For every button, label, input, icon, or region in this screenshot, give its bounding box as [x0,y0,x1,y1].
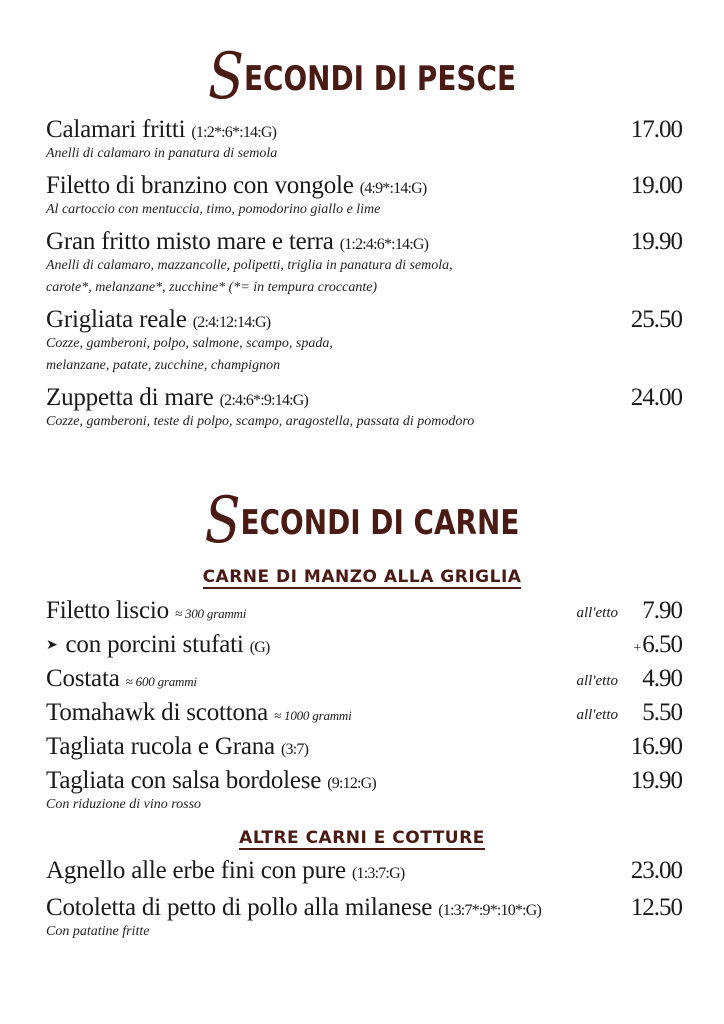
item-weight: ≈ 600 grammi [125,674,197,689]
item-name: Grigliata reale [46,306,187,333]
subsection-title-manzo: CARNE DI MANZO ALLA GRIGLIA [202,567,522,587]
item-allergens: (1:3:7*:9*:10*:G) [438,902,542,919]
item-price: 19.90 [630,228,682,255]
item-allergens: (2:4:6*:9:14:G) [219,392,309,409]
item-price: 17.00 [630,116,682,143]
item-price: 24.00 [630,384,682,411]
subsection-title-altre: ALTRE CARNI E COTTURE [239,828,485,848]
menu-item [46,384,682,433]
item-allergens: (9:12:G) [327,775,376,792]
item-name: Calamari fritti [46,116,186,143]
menu-item [46,733,682,763]
menu-item [46,857,682,887]
item-description: Anelli di calamaro, mazzancolle, polipetti, triglia in panatura di semola, [46,258,453,273]
menu-item [46,665,682,695]
item-name: Cotoletta di petto di pollo alla milanese [46,894,433,921]
item-price: 25.50 [630,306,682,333]
item-name: Agnello alle erbe fini con pure [46,857,346,884]
item-description: Con riduzione di vino rosso [46,797,202,812]
item-description: Con patatine fritte [46,924,150,939]
item-description: Cozze, gamberoni, polpo, salmone, scampo, spada, [46,336,333,351]
menu-item [46,699,682,729]
item-price: 4.90 [642,665,682,692]
item-allergens: (2:4:12:14:G) [192,314,271,331]
item-price: 6.50 [642,631,682,658]
item-price: 19.90 [630,767,682,794]
menu-item [46,116,682,165]
item-allergens: (1:2*:6*:14:G) [191,124,277,141]
item-name: Filetto liscio [46,597,169,624]
item-unit: all'etto [576,673,618,689]
item-name: Tagliata con salsa bordolese [46,767,322,794]
item-name: Filetto di branzino con vongole [46,172,354,199]
item-weight: ≈ 1000 grammi [274,708,352,723]
item-description: melanzane, patate, zucchine, champignon [46,358,281,373]
section-title-pesce: SECONDI DI PESCE [207,40,516,114]
menu-item [46,894,682,943]
menu-item [46,228,682,299]
item-price: 7.90 [642,597,682,624]
menu-item [46,767,682,816]
menu-item [46,597,682,627]
item-name: con porcini stufati [65,631,244,658]
menu-item [46,306,682,377]
item-allergens: (4:9*:14:G) [359,180,427,197]
menu-item [46,172,682,221]
item-allergens: (1:3:7:G) [352,865,405,882]
item-allergens: (1:2:4:6*:14:G) [339,236,429,253]
item-description: Al cartoccio con mentuccia, timo, pomodorino giallo e lime [46,202,381,217]
item-price: 16.90 [630,733,682,760]
item-description: Cozze, gamberoni, teste di polpo, scampo, aragostella, passata di pomodoro [46,414,475,429]
item-description: Anelli di calamaro in panatura di semola [46,146,278,161]
item-weight: ≈ 300 grammi [174,606,247,621]
item-description: carote*, melanzane*, zucchine* (*= in tempura croccante) [46,280,378,295]
item-unit: all'etto [576,605,618,621]
item-price: 5.50 [642,699,682,726]
item-allergens: (3:7) [281,741,309,758]
item-name: Tomahawk di scottona [46,699,268,726]
item-price: 12.50 [630,894,682,921]
item-price: 19.00 [630,172,682,199]
item-name: Tagliata rucola e Grana [46,733,275,760]
item-price-prefix: + [633,641,641,656]
item-name: Gran fritto misto mare e terra [46,228,334,255]
item-price: 23.00 [630,857,682,884]
item-allergens: (G) [249,639,270,656]
menu-item [46,631,682,661]
item-name: Zuppetta di mare [46,384,214,411]
section-title-carne: SECONDI DI CARNE [204,484,520,558]
item-unit: all'etto [576,707,618,723]
chevron-right-icon: ➤ [46,638,58,653]
item-name: Costata [46,665,120,692]
